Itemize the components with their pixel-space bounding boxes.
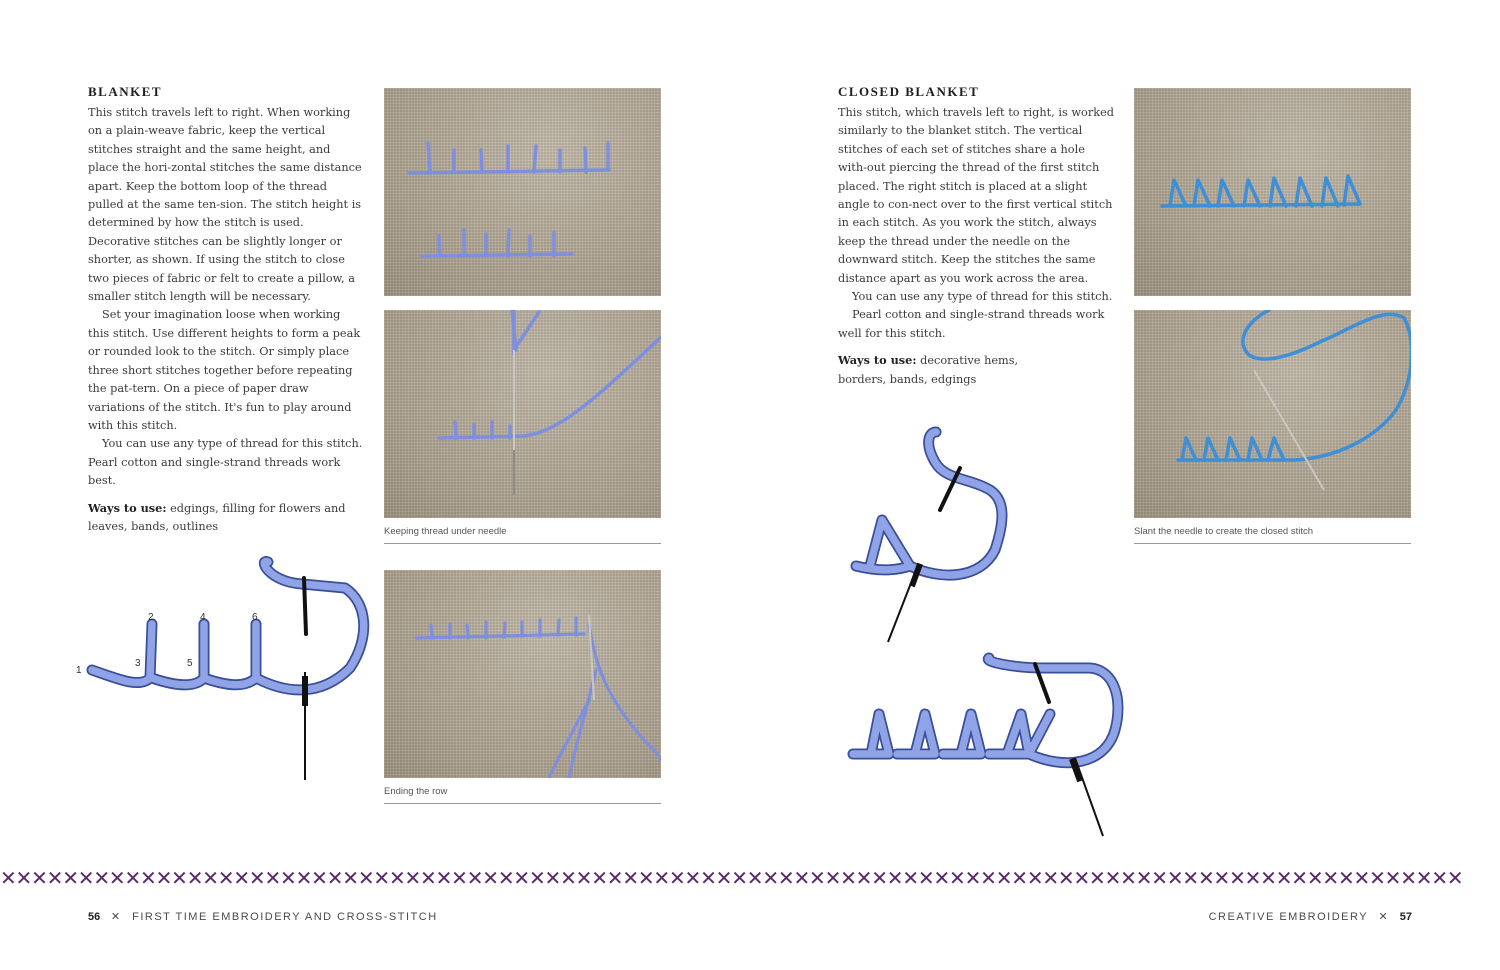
blanket-photo-end	[384, 570, 661, 778]
ending-row-illustration	[384, 570, 661, 778]
right-page-number: 57	[1399, 911, 1412, 923]
closed-blanket-diagram-row	[835, 650, 1155, 840]
left-book-title: FIRST TIME EMBROIDERY AND CROSS-STITCH	[132, 911, 438, 923]
ways-text: edgings, filling for flowers and leaves, bands, outlines	[88, 501, 346, 533]
closed-blanket-body-text	[838, 104, 1116, 389]
blanket-paragraph: This stitch travels left to right. When working on a plain-weave fabric, keep the vertical stitches straight and the same height, and place the hori-zontal stitches the same distance apart. Keep the bottom loop of the thread pulled at the same ten-sion. The stitch height is determined by how the stitch is used. Decorative stitches can be slightly longer or shorter, as shown. If using the stitch to close two pieces of fabric or felt to create a pillow, a smaller stitch length will be necessary.	[88, 106, 362, 304]
caption-rule	[384, 803, 661, 804]
diagram-number: 1	[76, 665, 82, 676]
cross-stitch-icon: ✕	[110, 911, 122, 923]
blanket-photo-rows	[384, 88, 661, 296]
ways-label: Ways to use:	[838, 353, 917, 368]
right-chapter-title: CREATIVE EMBROIDERY	[1208, 911, 1368, 923]
ways-label: Ways to use:	[88, 500, 167, 515]
diagram-number: 5	[187, 658, 193, 669]
left-page-number: 56	[88, 911, 101, 923]
diagram-number: 2	[148, 612, 154, 623]
closed-blanket-ways-to-use	[838, 351, 1068, 389]
diagram-number: 6	[252, 612, 258, 623]
closed-blanket-paragraph: You can use any type of thread for this stitch.	[852, 290, 1113, 304]
caption-rule	[384, 543, 661, 544]
closed-blanket-paragraph: This stitch, which travels left to right, is worked similarly to the blanket stitch. The vertical stitches of each set of stitches share a hole with-out piercing the thread of the first stitch placed. The right stitch is placed at a slight angle to con-nect over to the first vertical stitch in each stitch. As you work the stitch, always keep the thread under the needle on the downward stitch. Keep the stitches the same distance apart as you work across the area.	[838, 106, 1115, 285]
blanket-paragraph: You can use any type of thread for this stitch. Pearl cotton and single-strand threads work best.	[88, 437, 363, 488]
cross-stitch-icon: ✕	[1378, 911, 1390, 923]
keeping-thread-illustration	[384, 310, 661, 518]
caption-ending-row: Ending the row	[384, 786, 448, 797]
closed-blanket-photo-needle	[1134, 310, 1411, 518]
cross-stitch-border: ✕✕✕✕✕✕✕✕✕✕✕✕✕✕✕✕✕✕✕✕✕✕✕✕✕✕✕✕✕✕✕✕✕✕✕✕✕✕✕✕✕✕✕✕✕✕✕✕✕✕✕✕✕✕✕✕✕✕✕✕✕✕✕✕✕✕✕✕✕✕✕✕✕✕✕✕✕✕✕✕✕✕✕✕✕✕✕✕✕✕✕✕✕✕	[0, 866, 1463, 890]
blanket-heading: BLANKET	[88, 84, 163, 99]
closed-blanket-photo-row	[1134, 88, 1411, 296]
blanket-stitch-rows-illustration	[384, 88, 661, 296]
blanket-paragraph: Set your imagination loose when working this stitch. Use different heights to form a peak or rounded look to the stitch. Or simply place three short stitches together before repeating the pat-tern. On a piece of paper draw variations of the stitch. It's fun to play around with this stitch.	[88, 308, 361, 432]
closed-blanket-diagram-first	[840, 420, 1040, 645]
caption-keeping-thread: Keeping thread under needle	[384, 526, 507, 537]
blanket-body-text	[88, 104, 364, 536]
diagram-number: 4	[200, 612, 206, 623]
footer-left	[88, 910, 438, 923]
footer-right	[1209, 910, 1412, 923]
slant-needle-illustration	[1134, 310, 1411, 518]
blanket-stitch-diagram	[70, 548, 380, 788]
ways-text: decorative hems, borders, bands, edgings	[838, 354, 1019, 386]
blanket-photo-needle	[384, 310, 661, 518]
diagram-number: 3	[135, 658, 141, 669]
closed-blanket-paragraph: Pearl cotton and single-strand threads work well for this stitch.	[838, 308, 1105, 340]
closed-blanket-heading: CLOSED BLANKET	[838, 84, 980, 99]
caption-rule	[1134, 543, 1411, 544]
closed-blanket-row-illustration	[1134, 88, 1411, 296]
blanket-ways-to-use	[88, 499, 364, 537]
caption-slant-needle: Slant the needle to create the closed stitch	[1134, 526, 1314, 537]
